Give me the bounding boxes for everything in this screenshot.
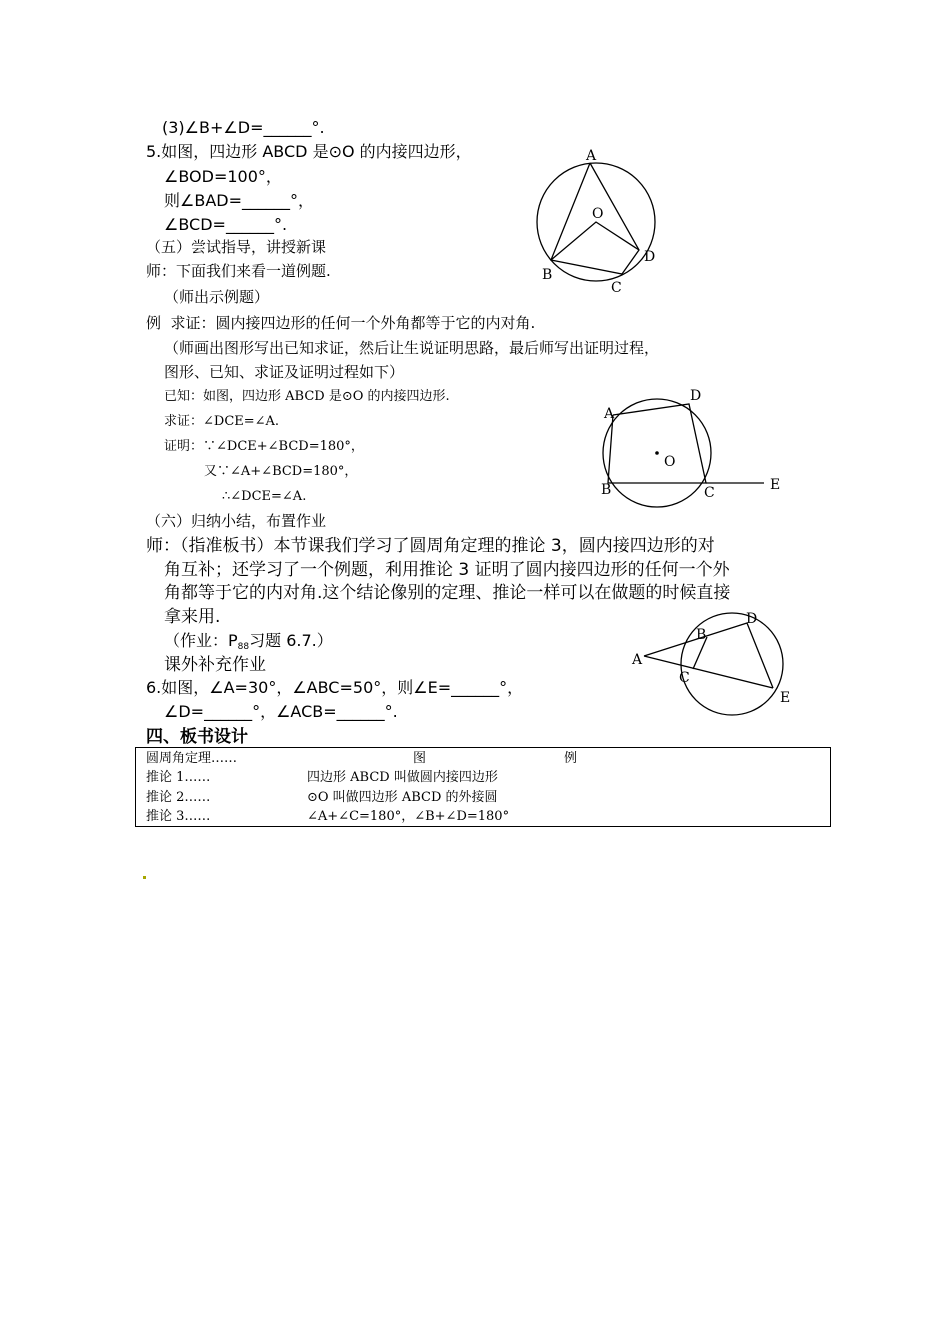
q6-label-d: D [746, 611, 758, 627]
q6-line1: 6.如图，∠A=30°，∠ABC=50°，则∠E=______°， [146, 678, 524, 697]
section5-label-d: D [690, 388, 702, 404]
section5-proof-line2: 又∵∠A+∠BCD=180°， [204, 464, 358, 479]
section5-center-dot [655, 451, 659, 455]
q6-label-a: A [632, 652, 643, 668]
board-row1-col1: 圆周角定理…… [146, 751, 238, 766]
q5-label-o: O [592, 206, 604, 222]
q3-part-label: (3) [162, 118, 185, 137]
section5-note-line2: 图形、已知、求证及证明过程如下） [164, 363, 405, 381]
q6-label-e: E [780, 690, 791, 706]
homework-prefix: （作业：P [164, 631, 238, 650]
section6-heading: （六）归纳小结，布置作业 [146, 512, 327, 530]
q5-line4: ∠BCD=______°. [164, 215, 288, 234]
q5-label-d: D [644, 249, 656, 265]
board-row4-col2: ∠A+∠C=180°，∠B+∠D=180° [307, 809, 510, 824]
q3-text: ∠B+∠D=______°. [184, 118, 325, 137]
stray-mark [143, 876, 146, 879]
board-row4-col1: 推论 3…… [146, 809, 211, 824]
q6-label-c: C [679, 670, 690, 686]
section5-label-o: O [664, 454, 676, 470]
board-row3-col2: ⊙O 叫做四边形 ABCD 的外接圆 [307, 790, 498, 805]
q5-label-a: A [586, 148, 597, 164]
q5-line2: ∠BOD=100°， [164, 167, 282, 186]
section5-prove: 求证：∠DCE=∠A. [164, 414, 280, 429]
section5-heading: （五）尝试指导，讲授新课 [146, 238, 327, 256]
q6-chord-de [747, 623, 773, 688]
board-row2-col1: 推论 1…… [146, 770, 211, 785]
board-heading: 四、板书设计 [146, 727, 248, 747]
section5-quadrilateral [608, 404, 706, 483]
q5-figure [530, 140, 670, 300]
q5-label-c: C [611, 280, 622, 296]
section5-label-c: C [704, 485, 715, 501]
section6-extra: 课外补充作业 [164, 655, 266, 675]
q5-line1: 5.如图，四边形 ABCD 是⊙O 的内接四边形， [146, 142, 472, 161]
section6-summary-line4: 拿来用. [164, 607, 221, 627]
section6-homework [164, 633, 333, 652]
section5-note-line1: （师画出图形写出已知求证，然后让生说证明思路，最后师写出证明过程， [164, 339, 660, 357]
section5-given: 已知：如图，四边形 ABCD 是⊙O 的内接四边形. [164, 389, 450, 404]
section5-label-a: A [604, 406, 615, 422]
q6-label-b: B [696, 627, 707, 643]
board-col2-header: 图 [413, 751, 427, 766]
section5-teacher-line: 师：下面我们来看一道例题. [146, 262, 331, 280]
q5-label-b: B [542, 267, 553, 283]
board-row3-col1: 推论 2…… [146, 790, 211, 805]
section5-example: 例 求证：圆内接四边形的任何一个外角都等于它的内对角. [146, 314, 536, 332]
homework-page-number: 88 [237, 642, 250, 652]
section6-summary-line1: 师：（指准板书）本节课我们学习了圆周角定理的推论 3，圆内接四边形的对 [146, 536, 715, 556]
section5-label-b: B [601, 482, 612, 498]
board-col3-header: 例 [564, 751, 578, 766]
q5-line3: 则∠BAD=______°， [164, 191, 314, 210]
section5-label-e: E [770, 477, 781, 493]
section6-summary-line3: 角都等于它的内对角.这个结论像别的定理、推论一样可以在做题的时候直接 [164, 583, 731, 603]
q3-part [162, 120, 325, 136]
q6-line-ace [644, 656, 773, 688]
section5-proof-line1: 证明：∵∠DCE+∠BCD=180°， [164, 439, 364, 454]
homework-suffix: 习题 6.7.） [249, 631, 333, 650]
q6-line2: ∠D=______°，∠ACB=______°. [164, 702, 398, 721]
board-row2-col2: 四边形 ABCD 叫做圆内接四边形 [307, 770, 498, 785]
section6-summary-line2: 角互补；还学习了一个例题，利用推论 3 证明了圆内接四边形的任何一个外 [164, 560, 730, 580]
section5-show-example: （师出示例题） [164, 288, 270, 306]
section5-figure [596, 385, 786, 510]
section5-proof-line3: ∴∠DCE=∠A. [222, 489, 307, 504]
q6-figure [628, 608, 798, 723]
